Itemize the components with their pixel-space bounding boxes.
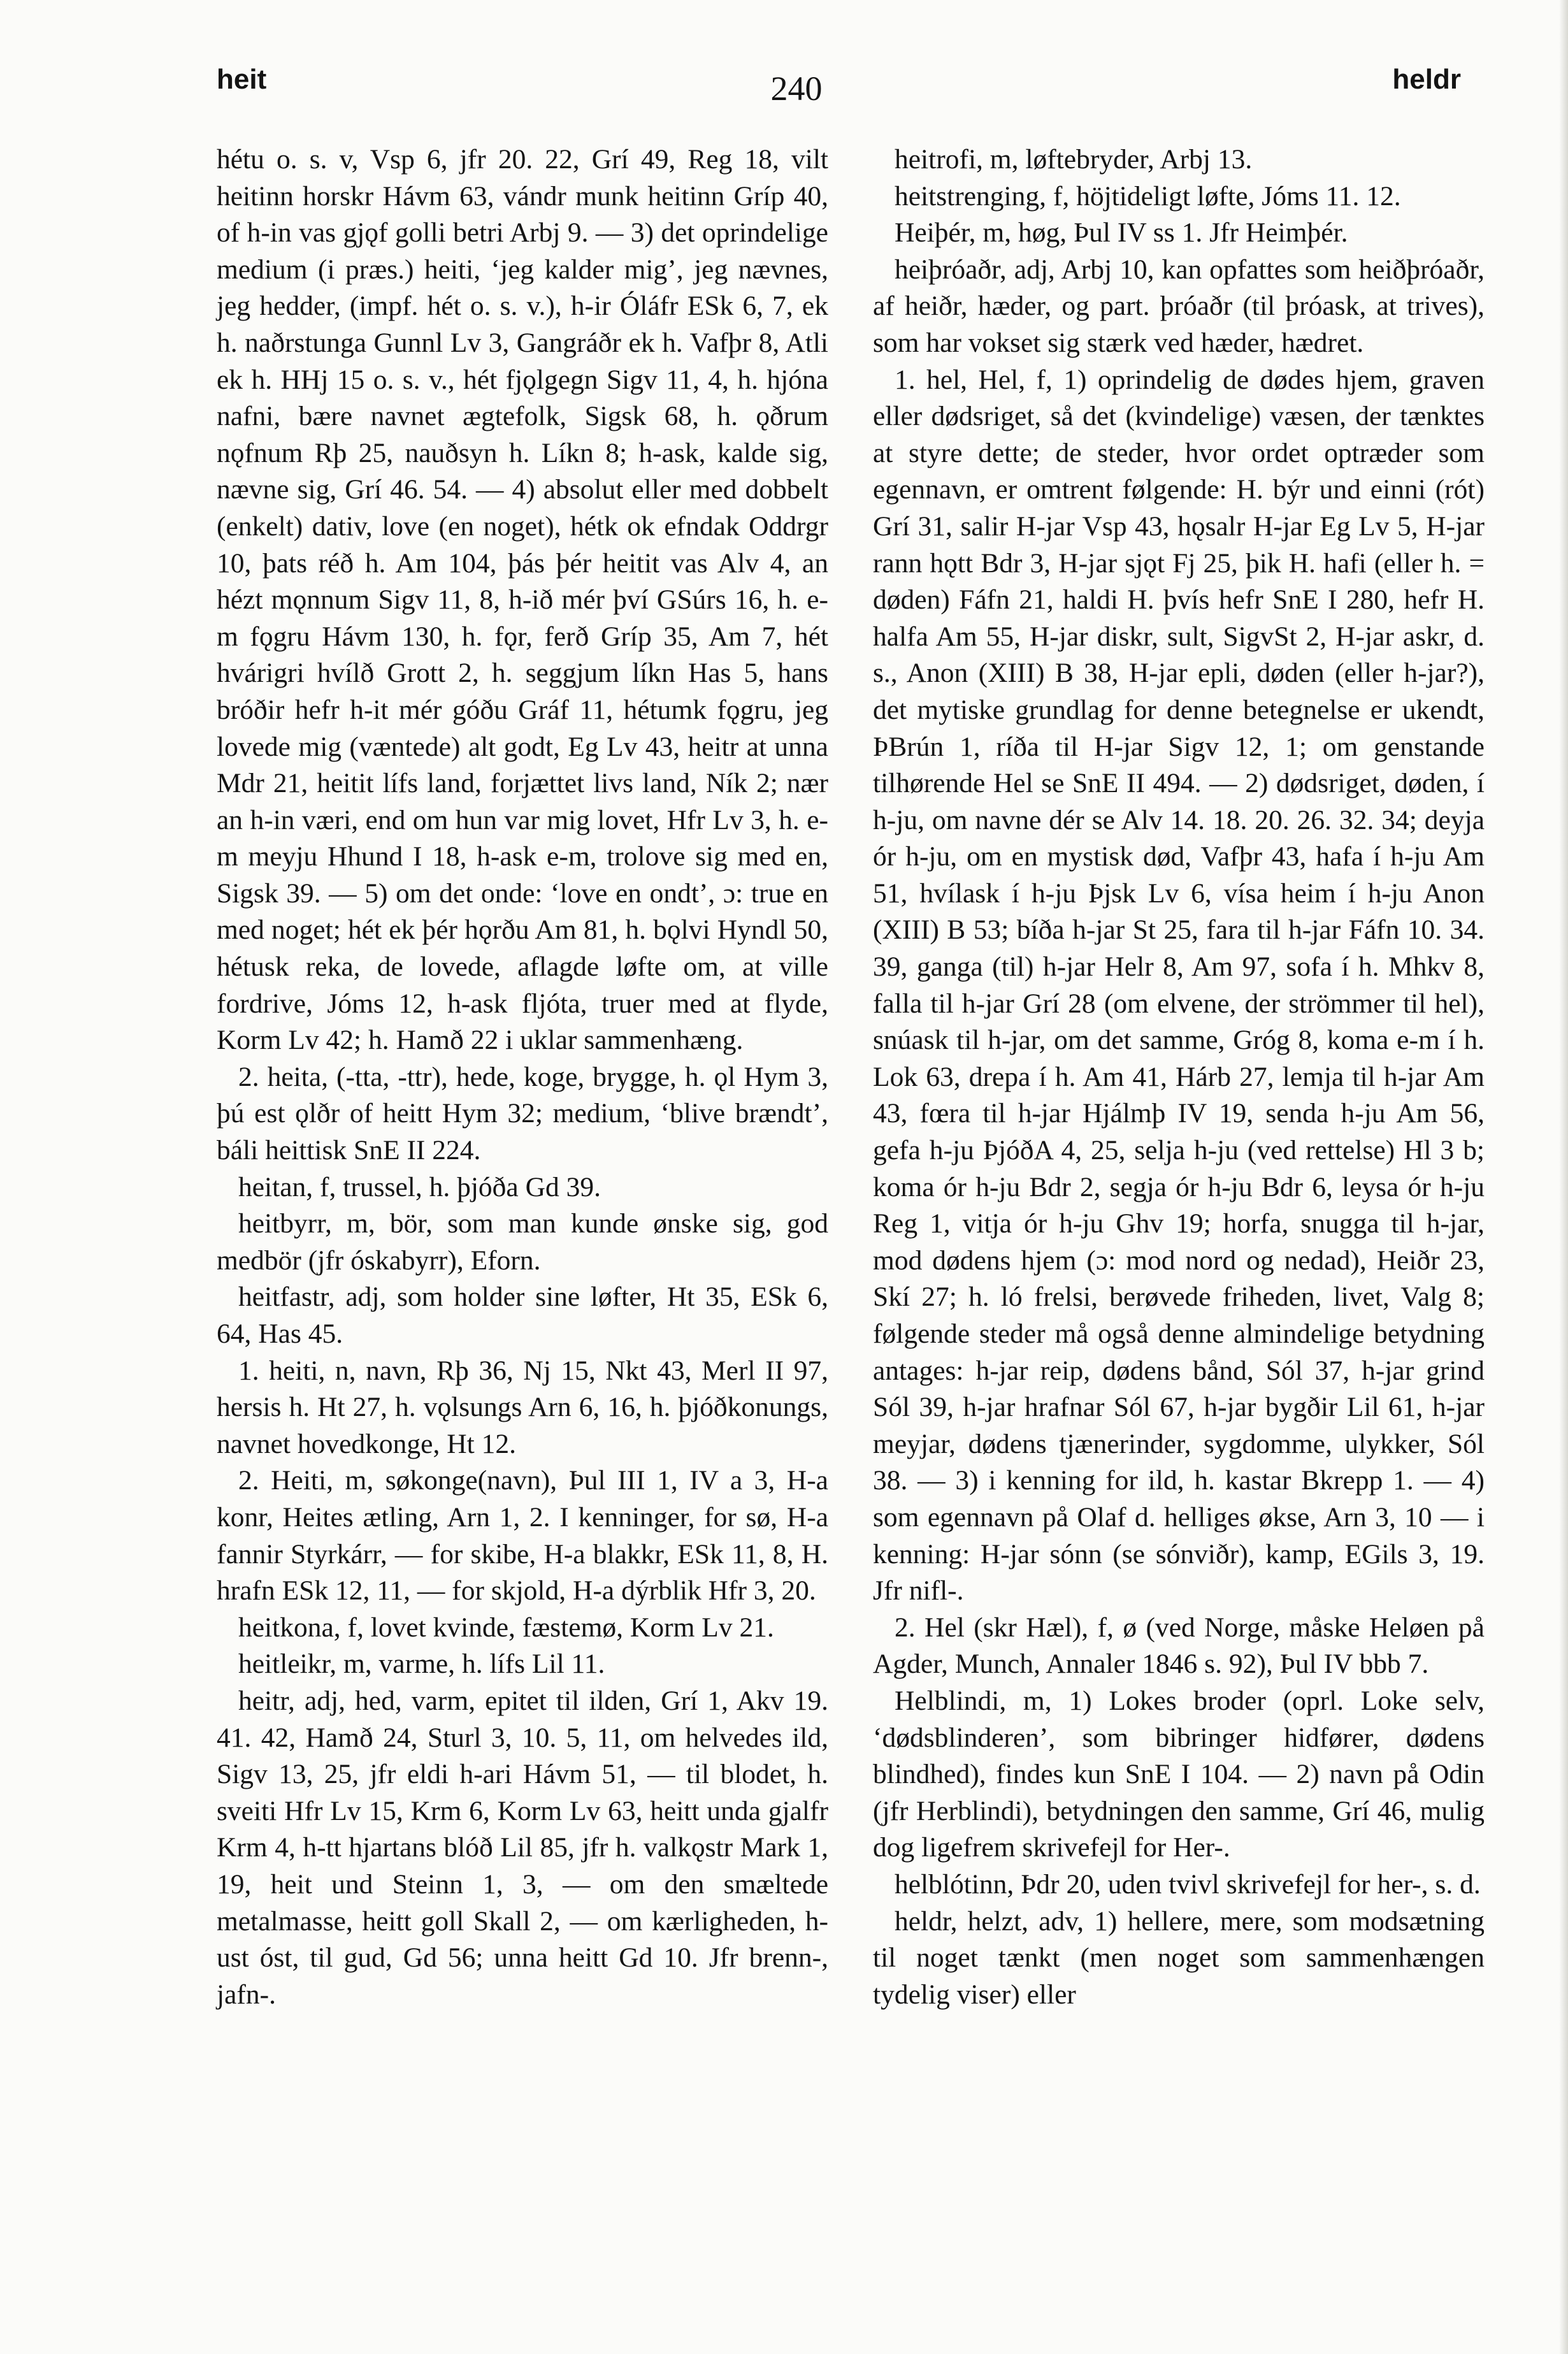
scan-edge-shadow [1559,0,1568,2354]
dictionary-entry: heitr, adj, hed, varm, epitet til ilden, Grí 1, Akv 19. 41. 42, Hamð 24, Sturl 3, 10. 5, 11, om helvedes ild, Sigv 13, 25, jfr eldi h-ari Hávm 51, — til blodet, h. sveiti Hfr Lv 15, Krm 6, Korm Lv 63, heitt unda gjalfr Krm 4, h-tt hjartans blóð Lil 85, jfr h. valkǫstr Mark 1, 19, heit und Steinn 1, 3, — om den smæltede metalmasse, heitt goll Skall 2, — om kærligheden, h-ust óst, til gud, Gd 56; unna heitt Gd 10. Jfr brenn-, jafn-. [217,1685,828,2010]
dictionary-entry: heldr, helzt, adv, 1) hellere, mere, som modsætning til noget tænkt (men noget som sammenhængen tydelig viser) eller [873,1905,1485,2010]
dictionary-entry: helblótinn, Þdr 20, uden tvivl skrivefejl for her-, s. d. [895,1868,1481,1900]
dictionary-entry: 1. heiti, n, navn, Rþ 36, Nj 15, Nkt 43, Merl II 97, hersis h. Ht 27, h. vǫlsungs Arn 6, 16, h. þjóðkonungs, navnet hovedkonge, Ht 12. [217,1355,828,1459]
dictionary-entry: heitbyrr, m, bör, som man kunde ønske sig, god medbör (jfr óskabyrr), Eforn. [217,1208,828,1276]
dictionary-entry: heitfastr, adj, som holder sine løfter, Ht 35, ESk 6, 64, Has 45. [217,1282,828,1349]
right-column [873,141,1485,2013]
dictionary-entry: heitrofi, m, løftebryder, Arbj 13. [895,144,1253,175]
dictionary-entry: heitan, f, trussel, h. þjóða Gd 39. [238,1171,601,1202]
running-head-right: heldr [1392,64,1461,95]
dictionary-entry: 2. heita, (-tta, -ttr), hede, koge, brygge, h. ǫl Hym 3, þú est ǫlðr of heitt Hym 32; medium, ‘blive brændt’, báli heittisk SnE II 224. [217,1061,828,1166]
dictionary-entry: 1. hel, Hel, f, 1) oprindelig de dødes hjem, graven eller dødsriget, så det (kvindelige) væsen, der tænktes at styre dette; de steder, hvor ordet optræder som egennavn, er omtrent følgende: H. býr und einni (rót) Grí 31, salir H-jar Vsp 43, hǫsalr H-jar Eg Lv 5, H-jar rann hǫtt Bdr 3, H-jar sjǫt Fj 25, þik H. hafi (eller h. = døden) Fáfn 21, haldi H. þvís hefr SnE I 280, hefr H. halfa Am 55, H-jar diskr, sult, SigvSt 2, H-jar askr, d. s., Anon (XIII) B 38, H-jar epli, døden (eller h-jar?), det mytiske grundlag for denne betegnelse er ukendt, ÞBrún 1, ríða til H-jar Sigv 12, 1; om genstande tilhørende Hel se SnE II 494. — 2) dødsriget, døden, í h-ju, om navne dér se Alv 14. 18. 20. 26. 32. 34; deyja ór h-ju, om en mystisk død, Vafþr 43, hafa í h-ju Am 51, hvílask í h-ju Þjsk Lv 6, vísa heim í h-ju Anon (XIII) B 53; bíða h-jar St 25, fara til h-jar Fáfn 10. 34. 39, ganga (til) h-jar Helr 8, Am 97, sofa í h. Mhkv 8, falla til h-jar Grí 28 (om elvene, der strömmer til hel), snúask til h-jar, om det samme, Gróg 8, koma e-m í h. Lok 63, drepa í h. Am 41, Hárb 27, lemja til h-jar Am 43, fœra til h-jar Hjálmþ IV 19, senda h-ju Am 56, gefa h-ju ÞjóðA 4, 25, selja h-ju (ved rettelse) Hl 3 b; koma ór h-ju Bdr 2, segja ór h-ju Bdr 6, leysa ór h-ju Reg 1, vitja ór h-ju Ghv 19; horfa, snugga til h-jar, mod dødens hjem (ɔ: mod nord og nedad), Heiðr 23, Skí 27; h. ló frelsi, berøvede friheden, livet, Valg 8; følgende steder må også denne almindelige betydning antages: h-jar reip, dødens bånd, Sól 37, h-jar grind Sól 39, h-jar hrafnar Sól 67, h-jar bygðir Lil 61, h-jar meyjar, dødens tjænerinder, sygdomme, ulykker, Sól 38. — 3) i kenning for ild, h. kastar Bkrepp 1. — 4) som egennavn på Olaf d. helliges økse, Arn 3, 10 — i kenning: H-jar sónn (se sónviðr), kamp, EGils 3, 19. Jfr nifl-. [873,364,1485,1607]
dictionary-entry: 2. Hel (skr Hæl), f, ø (ved Norge, måske Heløen på Agder, Munch, Annaler 1846 s. 92), Þul IV bbb 7. [873,1612,1485,1680]
running-head-left: heit [217,64,267,95]
left-column [217,141,828,2013]
dictionary-entry: Heiþér, m, høg, Þul IV ss 1. Jfr Heimþér. [895,217,1348,249]
dictionary-entry: heiþróaðr, adj, Arbj 10, kan opfattes som heiðþróaðr, af heiðr, hæder, og part. þróaðr (til þróask, at trives), som har vokset sig stærk ved hæder, hædret. [873,254,1485,358]
dictionary-entry: heitleikr, m, varme, h. lífs Lil 11. [238,1649,605,1680]
dictionary-entry: 2. Heiti, m, søkonge(navn), Þul III 1, IV a 3, H-a konr, Heites ætling, Arn 1, 2. I kenninger, for sø, H-a fannir Styrkárr, — for skibe, H-a blakkr, ESk 11, 8, H. hrafn ESk 12, 11, — for skjold, H-a dýrblik Hfr 3, 20. [217,1465,828,1607]
dictionary-entry: heitstrenging, f, höjtideligt løfte, Jóms 11. 12. [895,180,1401,212]
page-number: 240 [770,69,823,108]
dictionary-entry: hétu o. s. v, Vsp 6, jfr 20. 22, Grí 49, Reg 18, vilt heitinn horskr Hávm 63, vándr munk heitinn Gríp 40, of h-in vas gjǫf golli betri Arbj 9. — 3) det oprindelige medium (i præs.) heiti, ‘jeg kalder mig’, jeg nævnes, jeg hedder, (impf. hét o. s. v.), h-ir Óláfr ESk 6, 7, ek h. naðrstunga Gunnl Lv 3, Gangráðr ek h. Vafþr 8, Atli ek h. HHj 15 o. s. v., hét fjǫlgegn Sigv 11, 4, h. hjóna nafni, bære navnet ægtefolk, Sigsk 68, h. ǫðrum nǫfnum Rþ 25, nauðsyn h. Líkn 8; h-ask, kalde sig, nævne sig, Grí 46. 54. — 4) absolut eller med dobbelt (enkelt) dativ, love (en noget), hétk ok efndak Oddrgr 10, þats réð h. Am 104, þás þér heitit vas Alv 4, an hézt mǫnnum Sigv 11, 8, h-ið mér því GSúrs 16, h. e-m fǫgru Hávm 130, h. fǫr, ferð Gríp 35, Am 7, hét hvárigri hvílð Grott 2, h. seggjum líkn Has 5, hans bróðir hefr h-it mér góðu Gráf 11, hétumk fǫgru, jeg lovede mig (væntede) alt godt, Eg Lv 43, heitr at unna Mdr 21, heitit lífs land, forjættet livs land, Ník 2; nær an h-in væri, end om hun var mig lovet, Hfr Lv 3, h. e-m meyju Hhund I 18, h-ask e-m, trolove sig med en, Sigsk 39. — 5) om det onde: ‘love en ondt’, ɔ: true en med noget; hét ek þér hǫrðu Am 81, h. bǫlvi Hyndl 50, hétusk reka, de lovede, aflagde løfte om, at ville fordrive, Jóms 12, h-ask fljóta, truer med at flyde, Korm Lv 42; h. Hamð 22 i uklar sammenhæng. [217,144,828,1056]
dictionary-entry: heitkona, f, lovet kvinde, fæstemø, Korm Lv 21. [238,1612,774,1643]
dictionary-entry: Helblindi, m, 1) Lokes broder (oprl. Loke selv, ‘dødsblinderen’, som bibringer hidfører, dødens blindhed), findes kun SnE I 104. — 2) navn på Odin (jfr Herblindi), betydningen den samme, Grí 46, mulig dog ligefrem skrivefejl for Her-. [873,1685,1485,1863]
